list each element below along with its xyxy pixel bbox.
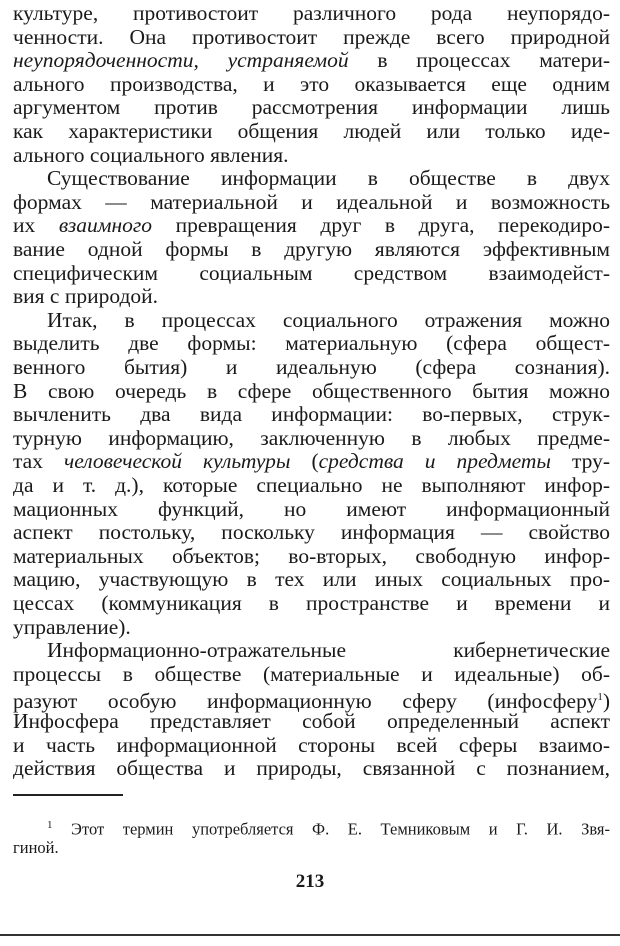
- text-segment: выделить две формы: материальную (сфера общест-: [13, 331, 610, 356]
- text-line: [13, 402, 610, 426]
- text-segment: и часть информационной стороны всей сферы взаимо-: [13, 732, 610, 757]
- text-line: [13, 662, 610, 686]
- text-segment: ального социального явления.: [13, 142, 289, 167]
- text-line: [13, 591, 610, 615]
- text-line: [47, 638, 610, 662]
- text-line: [47, 166, 610, 190]
- text-line: [13, 379, 610, 403]
- text-segment: венного бытия) и идеальную (сфера сознания).: [13, 355, 610, 379]
- text-line: [13, 615, 610, 639]
- text-line: [13, 119, 610, 143]
- text-line: [47, 308, 610, 332]
- text-line: [13, 567, 610, 591]
- text-segment: ): [602, 689, 610, 714]
- text-segment: аргументом против рассмотрения информации лишь: [13, 95, 610, 120]
- text-segment: турную информацию, заключенную в любых предме-: [13, 425, 610, 450]
- text-segment: их: [13, 213, 59, 238]
- text-segment: вия с природой.: [13, 284, 159, 309]
- italic-text: средства и предметы: [318, 449, 551, 474]
- text-segment: мацию, участвующую в тех или иных социальных про-: [13, 567, 610, 592]
- text-segment: мационных функций, но имеют информационный: [13, 496, 610, 521]
- text-line: [13, 426, 610, 450]
- footnote-marker: 1: [597, 691, 603, 704]
- text-segment: ального производства, и это оказывается еще одним: [13, 71, 610, 96]
- text-segment: культуре, противостоит различного рода неупорядо-: [13, 1, 610, 25]
- italic-text: человеческой культуры: [63, 449, 291, 474]
- text-segment: В свою очередь в сфере общественного бытия можно: [13, 378, 610, 403]
- text-line: [13, 544, 610, 568]
- text-segment: формах — материальной и идеальной и возможность: [13, 189, 610, 214]
- footnote-line: [47, 815, 610, 840]
- text-line: [13, 709, 610, 733]
- text-segment: Существование информации в обществе в двух: [47, 166, 610, 191]
- text-segment: специфическим социальным средством взаимодейст-: [13, 260, 610, 285]
- text-line: [13, 48, 610, 72]
- text-segment: цессах (коммуникация в пространстве и времени и: [13, 591, 610, 615]
- text-line: [13, 143, 610, 167]
- text-line: [13, 95, 610, 119]
- text-segment: материальных объектов; во-вторых, свободную инфор-: [13, 543, 610, 568]
- text-line: [13, 190, 610, 214]
- text-segment: превращения друг в друга, перекодиро-: [152, 213, 610, 238]
- text-segment: как характеристики общения людей или только иде-: [13, 119, 610, 143]
- text-segment: ченности. Она противостоит прежде всего природной: [13, 24, 610, 49]
- text-line: [13, 213, 610, 237]
- text-segment: тах: [13, 449, 64, 474]
- text-segment: тру-: [550, 449, 611, 474]
- text-segment: действия общества и природы, связанной с познанием,: [13, 756, 610, 781]
- text-line: [13, 473, 610, 497]
- text-segment: разуют особую информационную сферу (инфосферу: [13, 689, 598, 714]
- text-line: [13, 237, 610, 261]
- text-segment: вание одной формы в другую являются эффективным: [13, 237, 610, 261]
- text-segment: Итак, в процессах социального отражения можно: [47, 307, 610, 332]
- text-segment: Этот термин употребляется Ф. Е. Темниковым и Г. И. Звя-: [52, 819, 610, 839]
- text-line: [13, 733, 610, 757]
- footnote-divider: [13, 794, 123, 796]
- footnote-line: [13, 838, 610, 858]
- text-line: [13, 1, 610, 25]
- page-number: 213: [295, 871, 325, 892]
- text-line: [13, 449, 610, 473]
- italic-text: неупорядоченности, устраняемой: [13, 48, 349, 73]
- text-segment: управление).: [13, 614, 131, 639]
- text-line: [13, 25, 610, 49]
- text-line: [13, 72, 610, 96]
- text-line: [13, 497, 610, 521]
- footnote-marker: 1: [47, 819, 53, 831]
- text-line: [13, 756, 610, 780]
- text-line: [13, 261, 610, 285]
- text-segment: гиной.: [13, 838, 59, 857]
- text-line: [13, 284, 610, 308]
- text-segment: в процессах матери-: [348, 48, 611, 73]
- text-segment: аспект постольку, поскольку информация — свойство: [13, 520, 610, 545]
- text-segment: (: [290, 449, 319, 474]
- text-segment: вычленить два вида информации: во-первых, струк-: [13, 402, 610, 427]
- text-line: [13, 520, 610, 544]
- text-line: [13, 355, 610, 379]
- text-segment: процессы в обществе (материальные и идеальные) об-: [13, 661, 610, 686]
- text-line: [13, 331, 610, 355]
- text-segment: Инфосфера представляет собой определенный аспект: [13, 709, 610, 733]
- italic-text: взаимного: [58, 213, 153, 238]
- text-segment: Информационно-отражательные кибернетические: [47, 638, 610, 663]
- text-segment: да и т. д.), которые специально не выполняют инфор-: [13, 473, 610, 497]
- page-bottom-edge: [0, 934, 620, 936]
